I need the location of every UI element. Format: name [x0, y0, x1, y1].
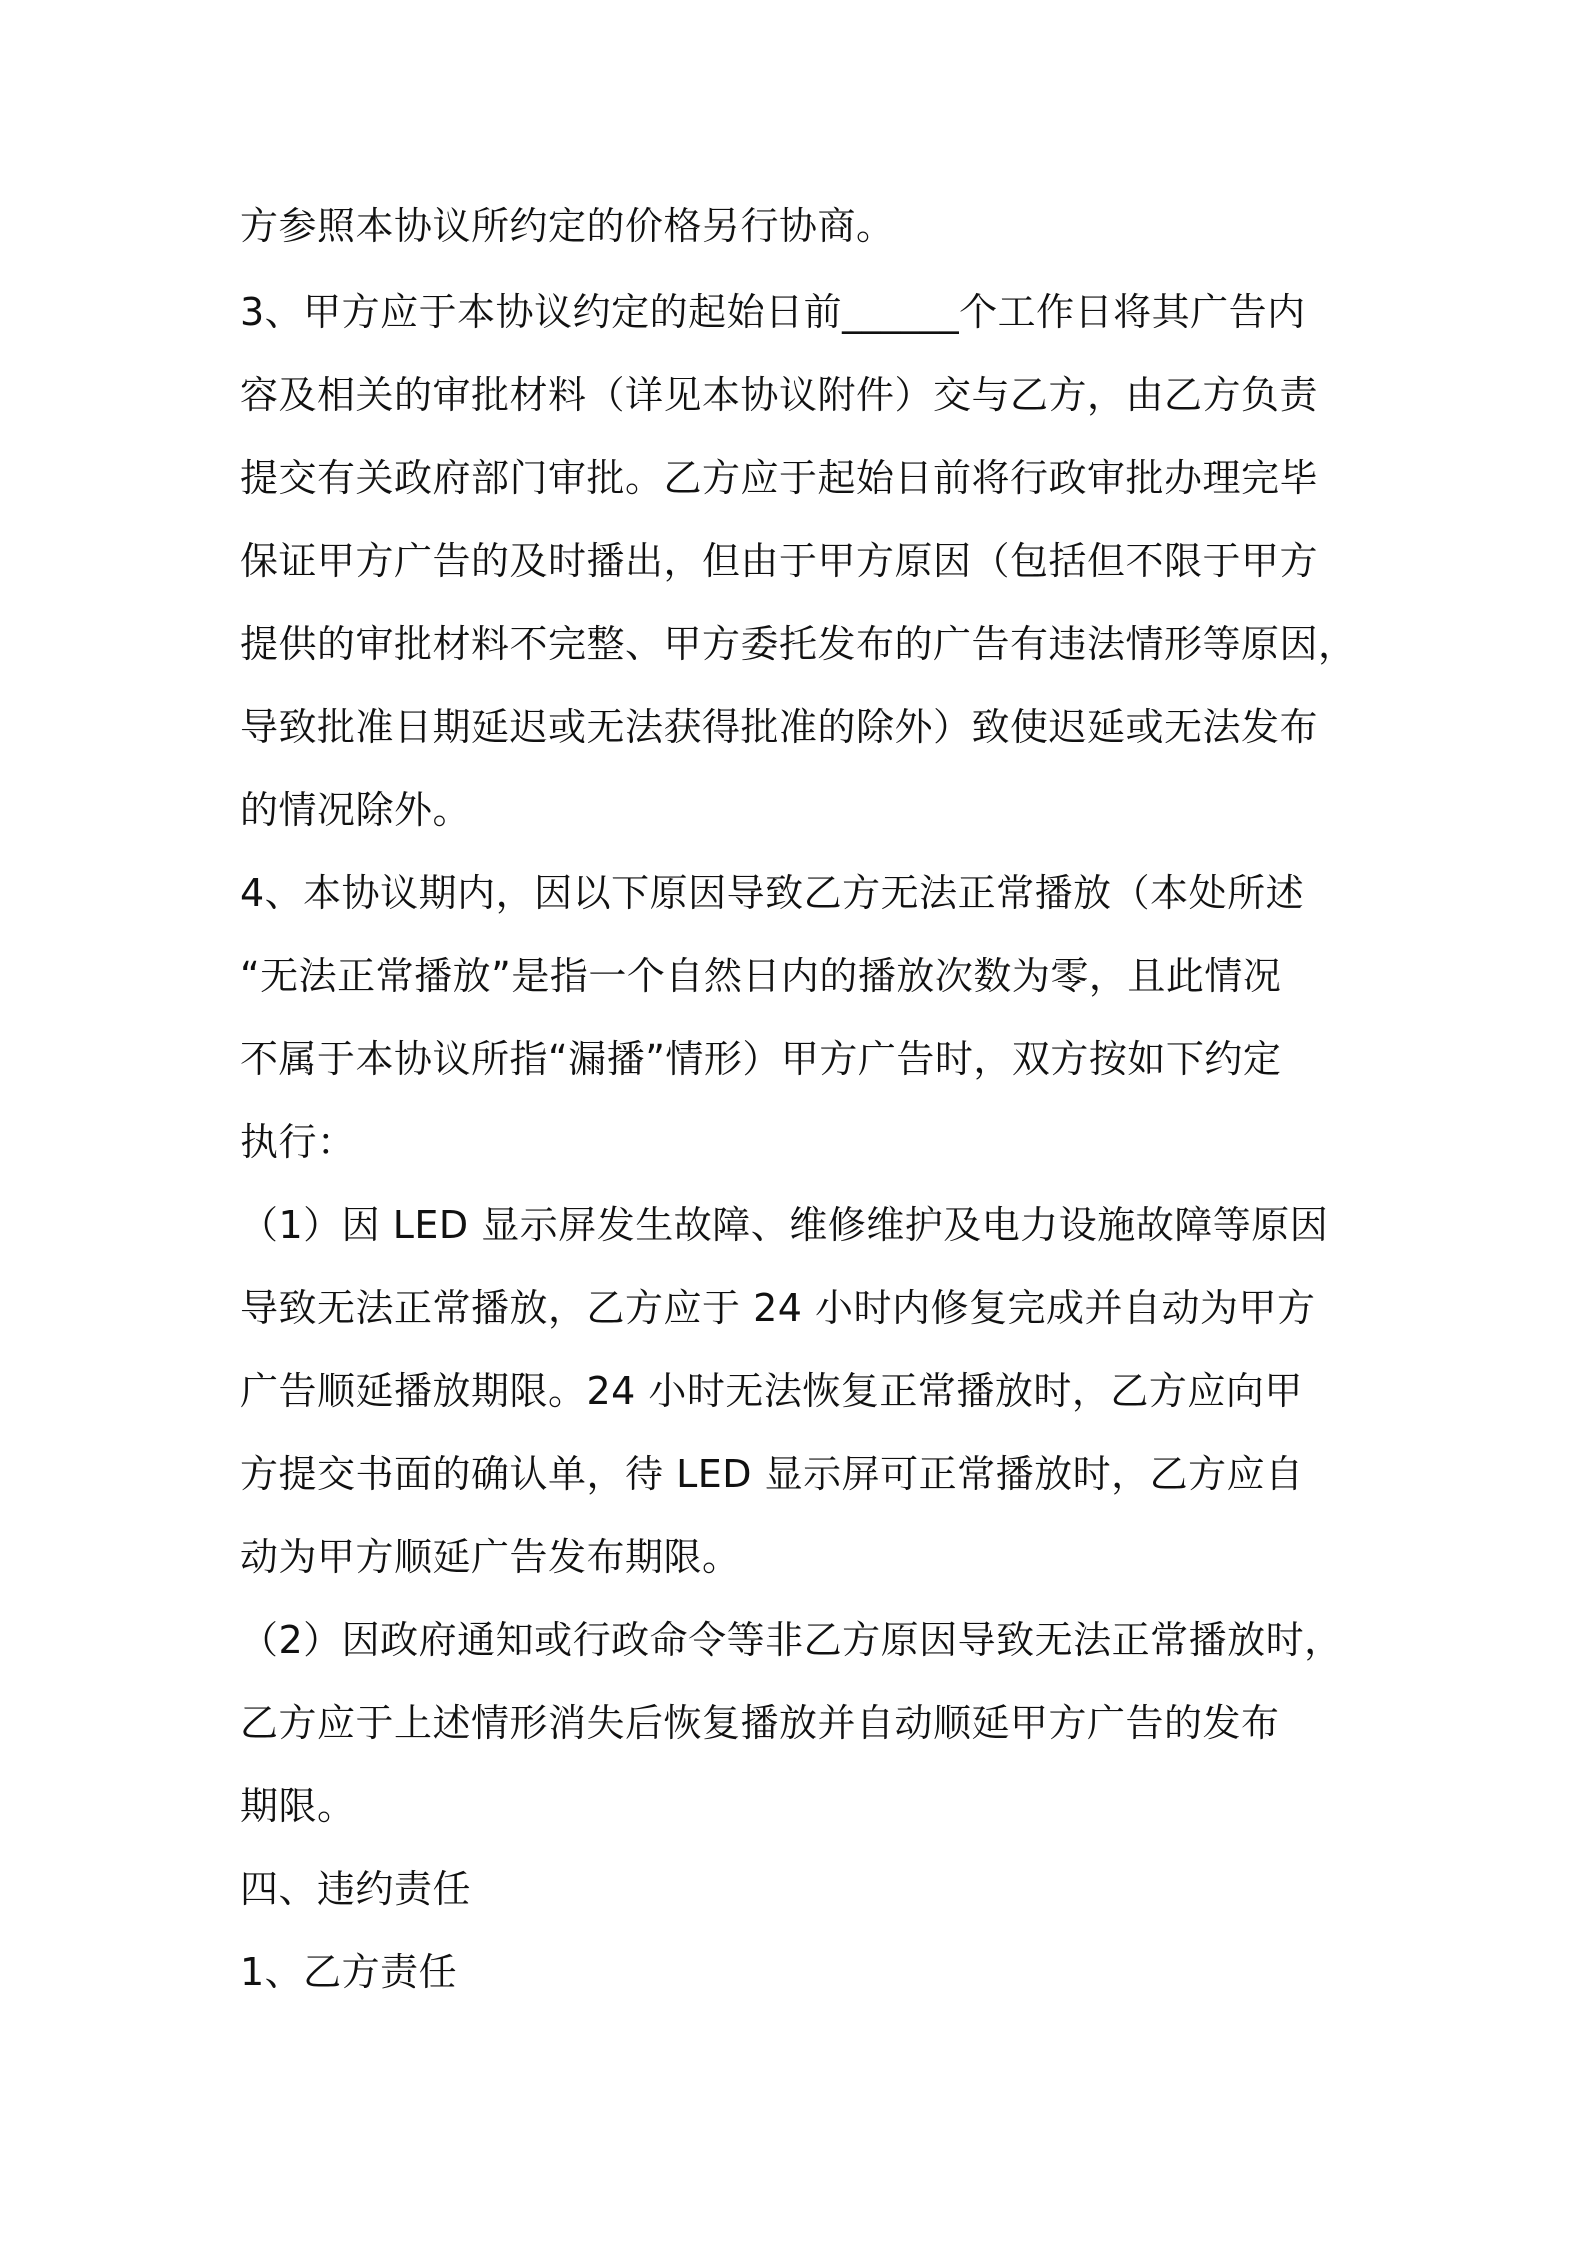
text-line: 动为甲方顺延广告发布期限。	[240, 1535, 741, 1579]
text-line: 方参照本协议所约定的价格另行协商。	[240, 204, 895, 248]
text-line: 乙方应于上述情形消失后恢复播放并自动顺延甲方广告的发布	[240, 1701, 1280, 1745]
subsection-heading: 1、乙方责任	[240, 1950, 458, 1994]
text-line: 提供的审批材料不完整、甲方委托发布的广告有违法情形等原因，	[240, 622, 1357, 666]
text-line: 3、甲方应于本协议约定的起始日前______个工作日将其广告内	[240, 290, 1306, 334]
text-line: 4、本协议期内，因以下原因导致乙方无法正常播放（本处所述	[240, 871, 1305, 915]
text-line: 提交有关政府部门审批。乙方应于起始日前将行政审批办理完毕	[240, 456, 1319, 500]
text-line: 导致批准日期延迟或无法获得批准的除外）致使迟延或无法发布	[240, 705, 1319, 749]
text-line: （2）因政府通知或行政命令等非乙方原因导致无法正常播放时，	[240, 1618, 1343, 1662]
text-line: 导致无法正常播放，乙方应于 24 小时内修复完成并自动为甲方	[240, 1286, 1316, 1330]
text-line: 广告顺延播放期限。24 小时无法恢复正常播放时，乙方应向甲	[240, 1369, 1303, 1413]
text-line: 的情况除外。	[240, 788, 472, 832]
text-line: 执行：	[240, 1120, 356, 1164]
section-heading: 四、违约责任	[240, 1867, 472, 1911]
text-line: 方提交书面的确认单，待 LED 显示屏可正常播放时，乙方应自	[240, 1452, 1304, 1496]
text-line: 不属于本协议所指“漏播”情形）甲方广告时，双方按如下约定	[240, 1037, 1282, 1081]
text-line: 期限。	[240, 1784, 356, 1828]
text-line: “无法正常播放”是指一个自然日内的播放次数为零，且此情况	[240, 954, 1282, 998]
text-line: 保证甲方广告的及时播出，但由于甲方原因（包括但不限于甲方	[240, 539, 1319, 583]
text-line: 容及相关的审批材料（详见本协议附件）交与乙方，由乙方负责	[240, 373, 1319, 417]
text-line: （1）因 LED 显示屏发生故障、维修维护及电力设施故障等原因	[240, 1203, 1329, 1247]
